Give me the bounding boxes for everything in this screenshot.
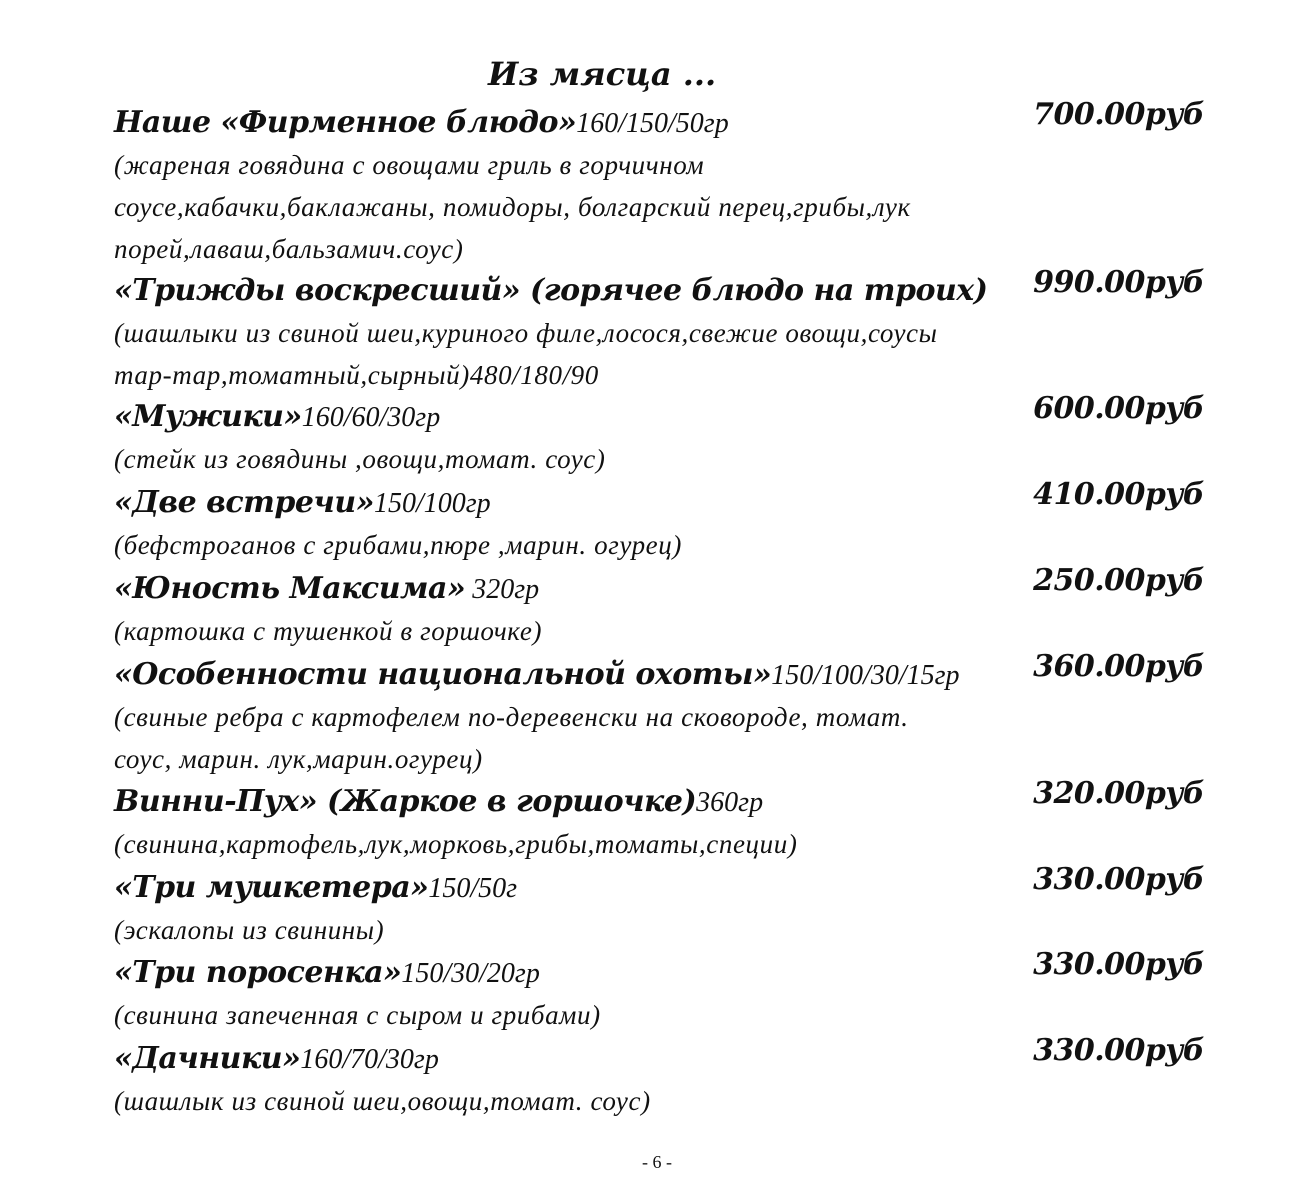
dish-description-line: (стейк из говядины ,овощи,томат. соус) bbox=[114, 444, 606, 474]
menu-item bbox=[114, 947, 1204, 1036]
dish-price: 320.00руб bbox=[1033, 776, 1204, 811]
dish-name: «Особенности национальной охоты» bbox=[114, 657, 772, 692]
menu-item-header bbox=[114, 947, 1204, 994]
dish-description-line: (эскалопы из свинины) bbox=[114, 915, 385, 945]
dish-name: «Две встречи» bbox=[114, 485, 374, 520]
menu-item bbox=[114, 649, 1204, 780]
menu-item bbox=[114, 265, 1204, 396]
menu-item-header bbox=[114, 97, 1204, 144]
dish-description-line: (бефстроганов с грибами,пюре ,марин. огурец) bbox=[114, 530, 682, 560]
dish-price: 700.00руб bbox=[1033, 97, 1204, 132]
dish-name: Винни-Пух» (Жаркое в горшочке) bbox=[114, 784, 697, 819]
menu-item-header bbox=[114, 862, 1204, 909]
menu-item-header bbox=[114, 563, 1204, 610]
dish-name: «Три поросенка» bbox=[114, 955, 402, 990]
page-number: - 6 - bbox=[642, 1152, 672, 1172]
dish-description-line: (свинина запеченная с сыром и грибами) bbox=[114, 1000, 601, 1030]
menu-item bbox=[114, 477, 1204, 566]
dish-weight: 320гр bbox=[465, 574, 540, 605]
menu-item-header bbox=[114, 776, 1204, 823]
dish-weight: 150/30/20гр bbox=[401, 958, 540, 989]
dish-name: «Три мушкетера» bbox=[114, 870, 429, 905]
dish-price: 410.00руб bbox=[1033, 477, 1204, 512]
menu-item bbox=[114, 862, 1204, 951]
menu-item bbox=[114, 97, 1204, 270]
menu-item bbox=[114, 563, 1204, 652]
dish-description-line: порей,лаваш,бальзамич.соус) bbox=[114, 234, 464, 264]
dish-description-line: соус, марин. лук,марин.огурец) bbox=[114, 744, 483, 774]
menu-item bbox=[114, 391, 1204, 480]
menu-item bbox=[114, 776, 1204, 865]
dish-weight: 150/50г bbox=[428, 873, 518, 904]
dish-description-line: соусе,кабачки,баклажаны, помидоры, болгарский перец,грибы,лук bbox=[114, 192, 911, 222]
dish-price: 330.00руб bbox=[1033, 947, 1204, 982]
dish-price: 360.00руб bbox=[1033, 649, 1204, 684]
dish-description-line: (шашлык из свиной шеи,овощи,томат. соус) bbox=[114, 1086, 651, 1116]
dish-name: «Трижды воскресший» (горячее блюдо на троих) bbox=[114, 273, 988, 308]
menu-item-header bbox=[114, 649, 1204, 696]
dish-description-line: (жареная говядина с овощами гриль в горчичном bbox=[114, 150, 705, 180]
menu-item bbox=[114, 1033, 1204, 1122]
menu-item-header bbox=[114, 477, 1204, 524]
dish-price: 250.00руб bbox=[1033, 563, 1204, 598]
menu-item-header bbox=[114, 265, 1204, 312]
dish-weight: 160/60/30гр bbox=[301, 402, 441, 433]
menu-item-header bbox=[114, 391, 1204, 438]
dish-price: 330.00руб bbox=[1033, 862, 1204, 897]
section-title: Из мясца ... bbox=[488, 55, 717, 93]
dish-name: Наше «Фирменное блюдо» bbox=[114, 105, 577, 140]
menu-item-header bbox=[114, 1033, 1204, 1080]
dish-name: «Дачники» bbox=[114, 1041, 301, 1076]
dish-description-line: (картошка с тушенкой в горшочке) bbox=[114, 616, 543, 646]
dish-price: 330.00руб bbox=[1033, 1033, 1204, 1068]
dish-weight: 160/70/30гр bbox=[300, 1044, 439, 1075]
dish-price: 990.00руб bbox=[1033, 265, 1204, 300]
dish-price: 600.00руб bbox=[1033, 391, 1204, 426]
dish-name: «Юность Максима» bbox=[114, 571, 466, 606]
dish-weight: 160/150/50гр bbox=[576, 108, 729, 139]
dish-name: «Мужики» bbox=[114, 399, 302, 434]
dish-weight: 360гр bbox=[696, 787, 764, 818]
dish-description-line: (свиные ребра с картофелем по-деревенски на сковороде, томат. bbox=[114, 702, 909, 732]
dish-description-line: (свинина,картофель,лук,морковь,грибы,томаты,специи) bbox=[114, 829, 798, 859]
dish-description-line: тар-тар,томатный,сырный)480/180/90 bbox=[114, 360, 599, 390]
dish-weight: 150/100/30/15гр bbox=[771, 660, 960, 691]
dish-weight: 150/100гр bbox=[373, 488, 491, 519]
dish-description-line: (шашлыки из свиной шеи,куриного филе,лосося,свежие овощи,соусы bbox=[114, 318, 938, 348]
